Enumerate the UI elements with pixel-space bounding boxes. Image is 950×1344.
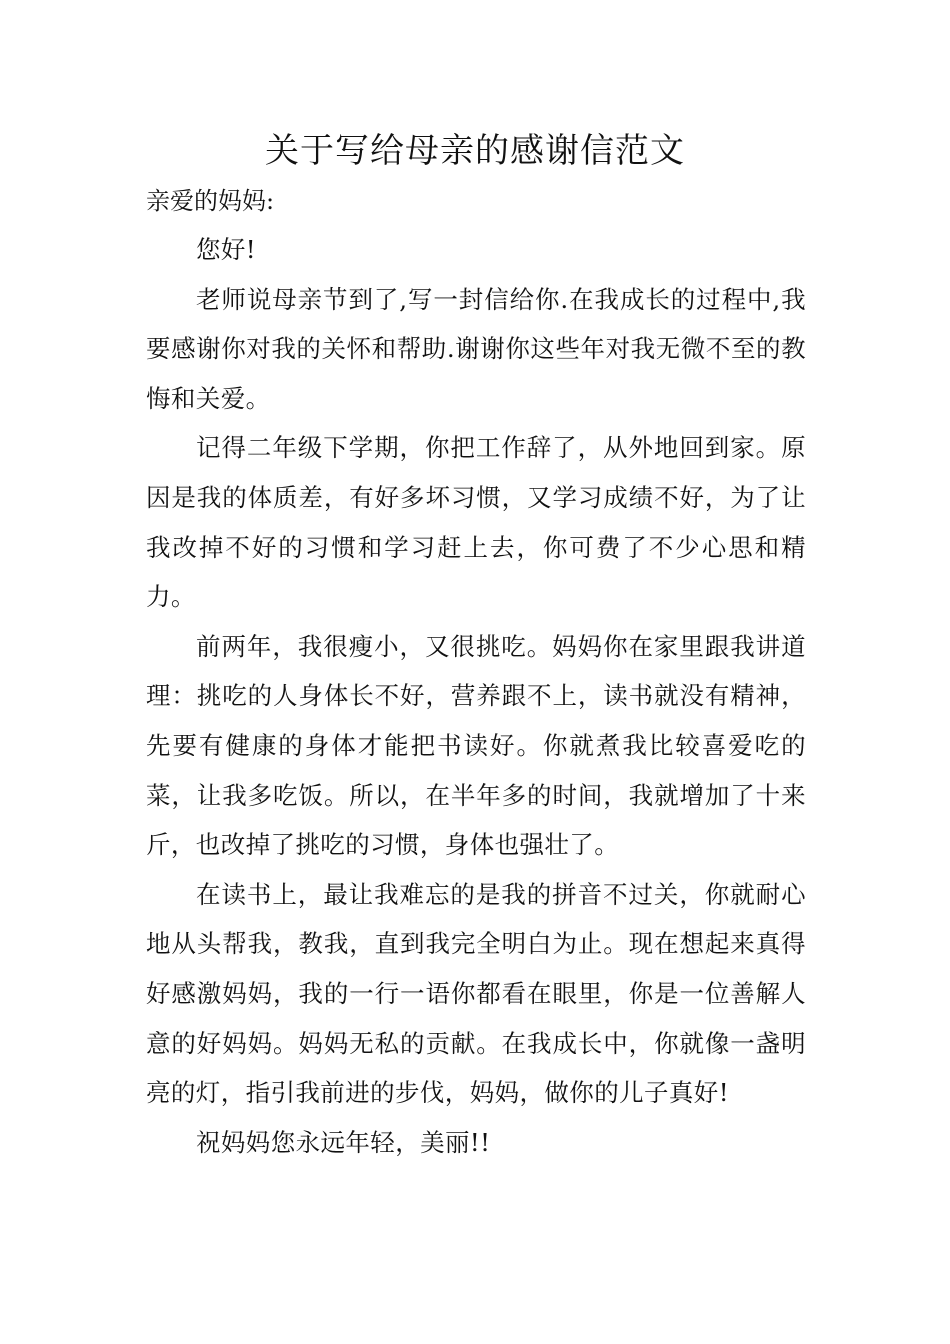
paragraph-4: 在读书上，最让我难忘的是我的拼音不过关，你就耐心地从头帮我，教我，直到我完全明白为止。现在想起来真得好感激妈妈，我的一行一语你都看在眼里，你是一位善解人意的好妈妈。妈妈无私的贡献。在我成长中，你就像一盏明亮的灯，指引我前进的步伐，妈妈，做你的儿子真好!	[146, 879, 806, 1108]
paragraph-closing: 祝妈妈您永远年轻，美丽!!	[196, 1127, 491, 1157]
salutation: 亲爱的妈妈:	[146, 187, 275, 215]
letter-body	[146, 225, 806, 1167]
paragraph-greeting: 您好!	[196, 235, 257, 264]
paragraph-3: 前两年，我很瘦小，又很挑吃。妈妈你在家里跟我讲道理：挑吃的人身体长不好，营养跟不上，读书就没有精神，先要有健康的身体才能把书读好。你就煮我比较喜爱吃的菜，让我多吃饭。所以，在半年多的时间，我就增加了十来斤，也改掉了挑吃的习惯，身体也强壮了。	[146, 631, 806, 860]
paragraph-1: 老师说母亲节到了,写一封信给你.在我成长的过程中,我要感谢你对我的关怀和帮助.谢谢你这些年对我无微不至的教悔和关爱。	[146, 284, 806, 413]
document-title: 关于写给母亲的感谢信范文	[265, 131, 685, 171]
paragraph-2: 记得二年级下学期，你把工作辞了，从外地回到家。原因是我的体质差，有好多坏习惯，又学习成绩不好，为了让我改掉不好的习惯和学习赶上去，你可费了不少心思和精力。	[146, 433, 806, 612]
